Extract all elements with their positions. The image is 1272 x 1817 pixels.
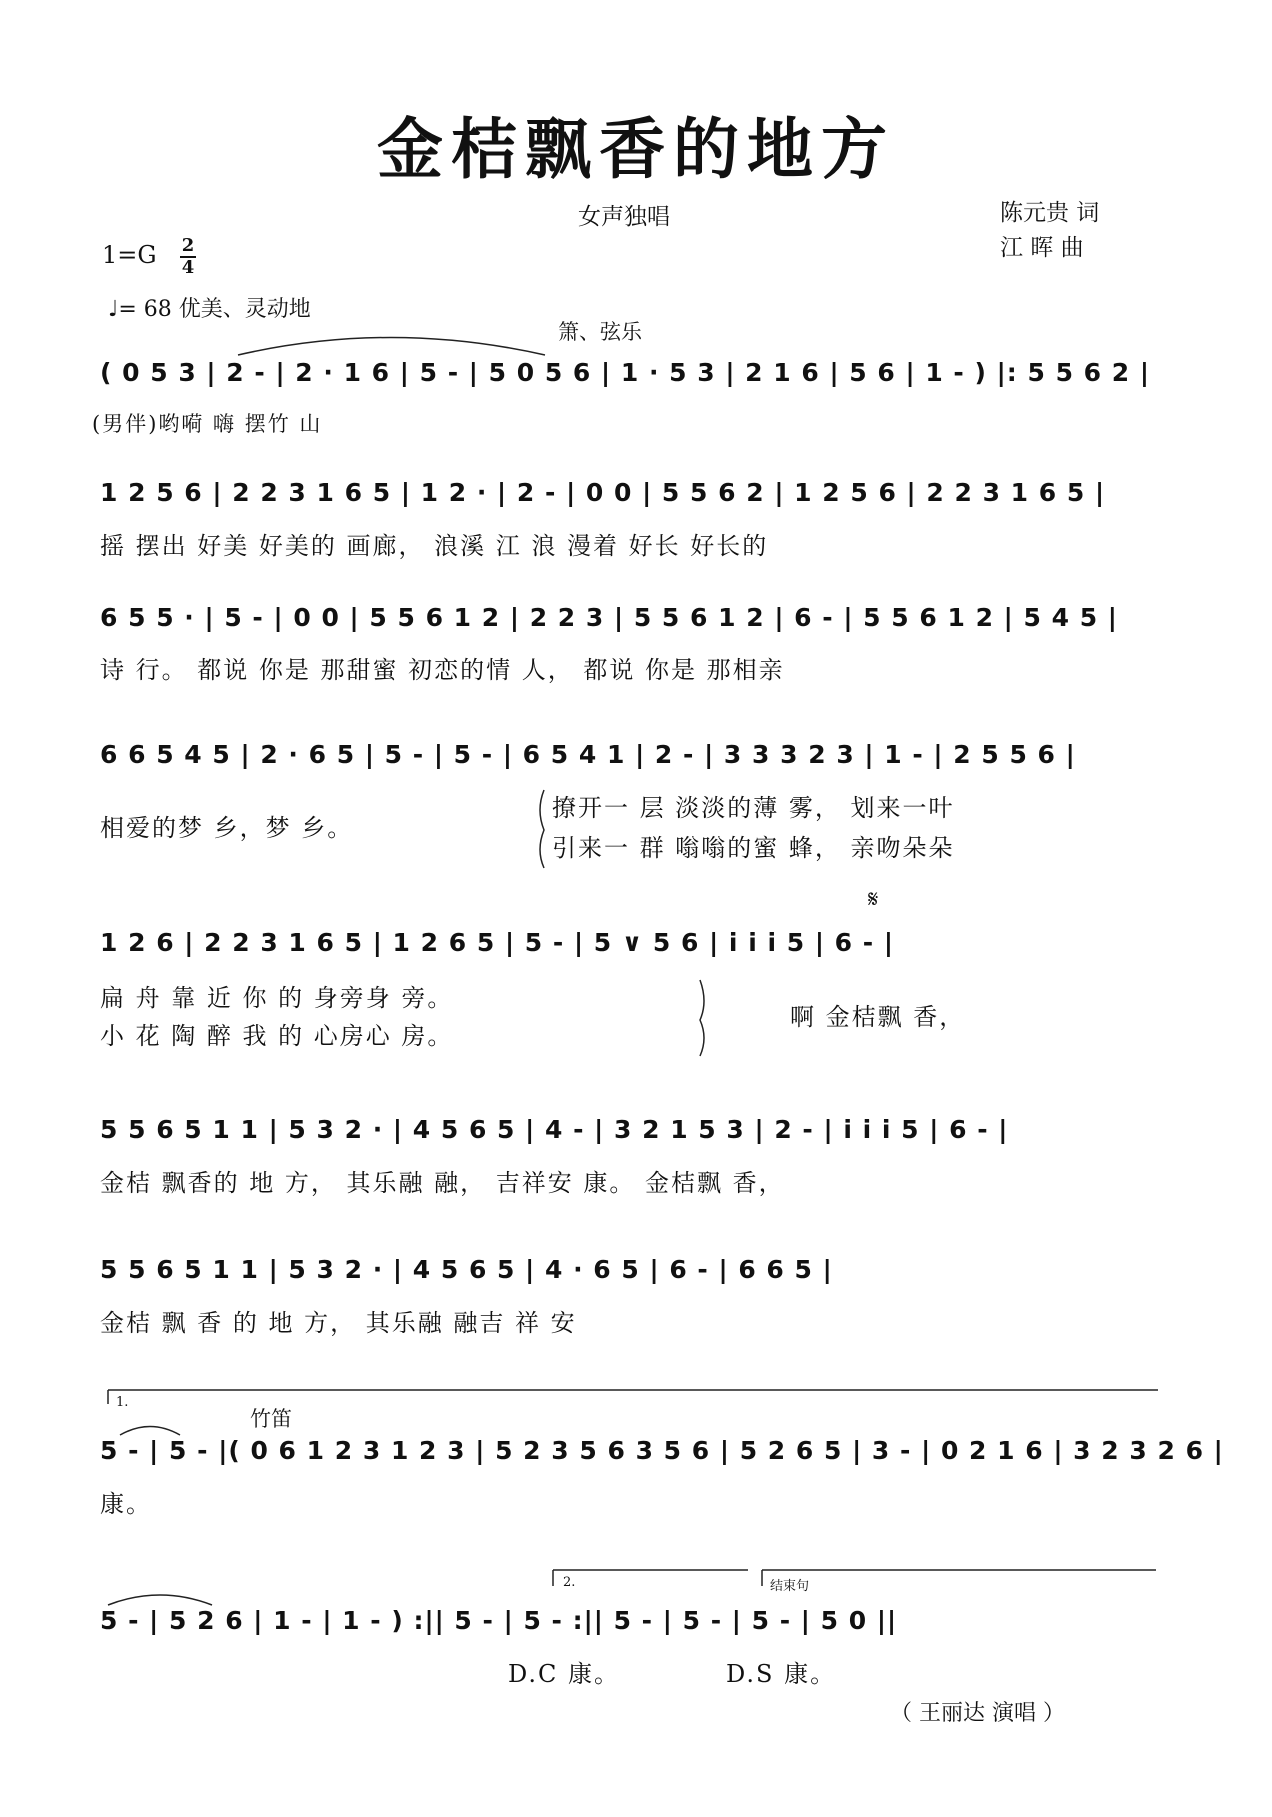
slur-row-9 — [108, 1595, 212, 1605]
notation-row-9: 5 - | 5 2 6 | 1 - | 1 - ) :|| 5 - | 5 - :|| 5 - | 5 - | 5 - | 5 0 || — [100, 1606, 898, 1635]
lyric-row-4: 相爱的梦 乡，梦 乡。 — [100, 814, 354, 842]
verse-1-line-row-4: 撩开一 层 淡淡的薄 雾， 划来一叶 — [552, 794, 955, 822]
song-title: 金桔飘香的地方 — [377, 110, 895, 188]
tempo-marking: ♩= 68 优美、灵动地 — [108, 297, 311, 322]
notation-row-3: 6 5 5 · | 5 - | 0 0 | 5 5 6 1 2 | 2 2 3 | 5 5 6 1 2 | 6 - | 5 5 6 1 2 | 5 4 5 | — [100, 603, 1118, 632]
slur-row-8 — [120, 1427, 180, 1436]
notation-row-1: ( 0 5 3 | 2 - | 2 · 1 6 | 5 - | 5 0 5 6 | 1 · 5 3 | 2 1 6 | 5 6 | 1 - ) |: 5 5 6 2 | — [100, 358, 1151, 387]
lyricist-credit: 陈元贵 词 — [1000, 200, 1100, 226]
verse-brace-row-5 — [700, 980, 704, 1056]
lyric-row-6: 金桔 飘香的 地 方， 其乐融 融， 吉祥安 康。 金桔飘 香， — [100, 1169, 785, 1197]
time-signature-top: 2 — [181, 235, 195, 256]
verse-2-line-row-4: 引来一 群 嗡嗡的蜜 蜂， 亲吻朵朵 — [552, 834, 955, 862]
lyric-row-7: 金桔 飘 香 的 地 方， 其乐融 融吉 祥 安 — [100, 1309, 577, 1337]
lyric-row-3: 诗 行。 都说 你是 那甜蜜 初恋的情 人， 都说 你是 那相亲 — [100, 656, 785, 684]
segno-sign: 𝄋 — [868, 885, 879, 913]
ds-instruction: D.S 康。 — [726, 1660, 837, 1688]
slur-row-1 — [238, 338, 545, 356]
key-signature: 1=G — [102, 241, 157, 269]
time-signature-bottom: 4 — [181, 257, 195, 278]
notation-row-2: 1 2 5 6 | 2 2 3 1 6 5 | 1 2 · | 2 - | 0 0 | 5 5 6 2 | 1 2 5 6 | 2 2 3 1 6 5 | — [100, 478, 1106, 507]
volta-1-mark: 1. — [116, 1395, 129, 1410]
coda-ending-mark: 结束句 — [770, 1579, 810, 1594]
performer-credit: （ 王丽达 演唱 ） — [890, 1701, 1065, 1726]
instrument-note-xiao: 箫、弦乐 — [558, 320, 642, 344]
dc-instruction: D.C 康。 — [508, 1660, 621, 1688]
instrument-note-dizi: 竹笛 — [250, 1407, 292, 1431]
chorus-start-lyric: 啊 金桔飘 香， — [790, 1003, 966, 1031]
notation-row-5: 1 2 6 | 2 2 3 1 6 5 | 1 2 6 5 | 5 - | 5 ∨ 5 6 | i i i 5 | 6 - | — [100, 928, 894, 957]
lyric-row-2: 摇 摆出 好美 好美的 画廊， 浪溪 江 浪 漫着 好长 好长的 — [100, 532, 769, 560]
composer-credit: 江 晖 曲 — [1000, 235, 1084, 261]
performance-type: 女声独唱 — [578, 204, 670, 230]
verse-2-line-row-5: 小 花 陶 醉 我 的 心房心 房。 — [100, 1022, 454, 1050]
lyric-row-1: (男伴)哟嗬 嗨 摆竹 山 — [92, 412, 323, 436]
notation-row-4: 6 6 5 4 5 | 2 · 6 5 | 5 - | 5 - | 6 5 4 1 | 2 - | 3 3 3 2 3 | 1 - | 2 5 5 6 | — [100, 740, 1076, 769]
verse-1-line-row-5: 扁 舟 靠 近 你 的 身旁身 旁。 — [100, 984, 454, 1012]
volta-2-mark: 2. — [563, 1575, 576, 1590]
notation-row-8: 5 - | 5 - |( 0 6 1 2 3 1 2 3 | 5 2 3 5 6 3 5 6 | 5 2 6 5 | 3 - | 0 2 1 6 | 3 2 3 2 6 | — [100, 1436, 1224, 1465]
lyric-row-8: 康。 — [100, 1490, 152, 1518]
notation-row-6: 5 5 6 5 1 1 | 5 3 2 · | 4 5 6 5 | 4 - | 3 2 1 5 3 | 2 - | i i i 5 | 6 - | — [100, 1115, 1009, 1144]
notation-row-7: 5 5 6 5 1 1 | 5 3 2 · | 4 5 6 5 | 4 · 6 5 | 6 - | 6 6 5 | — [100, 1255, 833, 1284]
verse-brace-row-4 — [540, 790, 544, 868]
